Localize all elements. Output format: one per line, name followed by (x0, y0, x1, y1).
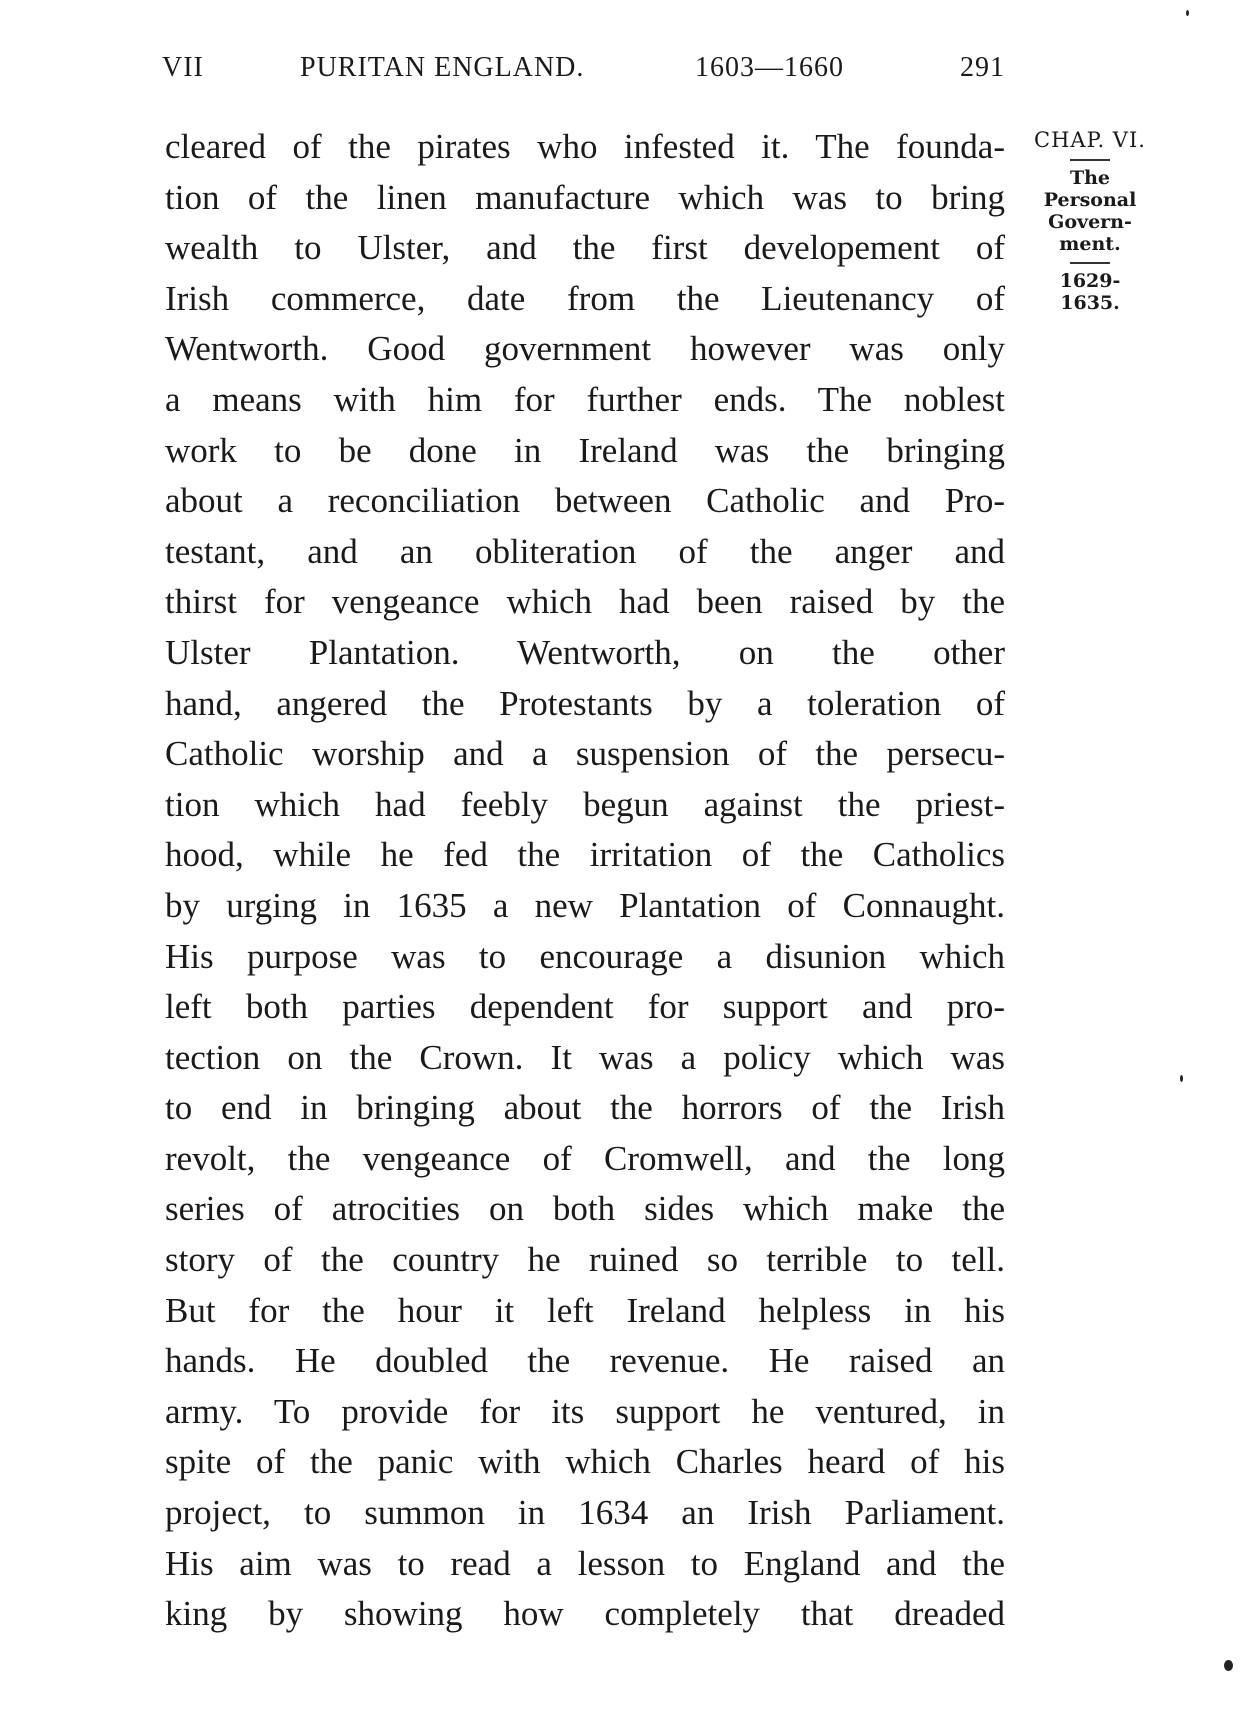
text-line: cleared of the pirates who infested it. The founda- (165, 127, 1005, 166)
text-line: by urging in 1635 a new Plantation of Connaught. (165, 885, 1005, 925)
text-line: army. To provide for its support he ventured, in (165, 1391, 1005, 1431)
margin-chapter: CHAP. VI. (1034, 128, 1146, 152)
text-line: But for the hour it left Ireland helpless in his (165, 1290, 1005, 1330)
text-line: spite of the panic with which Charles heard of his (165, 1442, 1005, 1482)
page-number: 291 (960, 52, 1005, 83)
running-head (160, 52, 1020, 92)
text-line: king by showing how completely that dreaded (165, 1594, 1005, 1634)
text-line: about a reconciliation between Catholic and Pro- (165, 481, 1005, 521)
margin-topic-line: Personal (1043, 189, 1137, 211)
text-line: a means with him for further ends. The noblest (165, 379, 1005, 419)
text-line: work to be done in Ireland was the bringing (165, 430, 1005, 470)
margin-topic (1030, 167, 1150, 255)
margin-dates: 1629-1635. (1059, 270, 1121, 314)
text-line: hand, angered the Protestants by a toleration of (165, 683, 1005, 723)
text-line: tion of the linen manufacture which was to bring (165, 177, 1005, 217)
text-line: project, to summon in 1634 an Irish Parliament. (165, 1493, 1005, 1533)
text-line: wealth to Ulster, and the first developement of (165, 228, 1005, 268)
text-line: Catholic worship and a suspension of the persecu- (165, 734, 1005, 774)
text-line: His purpose was to encourage a disunion which (165, 936, 1005, 976)
text-line: Wentworth. Good government however was only (165, 329, 1005, 369)
scan-speck (1180, 1075, 1183, 1082)
text-line: testant, and an obliteration of the anger and (165, 531, 1005, 571)
margin-topic-line: ment. (1059, 233, 1121, 255)
body-text (165, 122, 1005, 1640)
running-head-dates: 1603—1660 (695, 52, 844, 83)
text-line: to end in bringing about the horrors of the Irish (165, 1088, 1005, 1128)
text-line: His aim was to read a lesson to England and the (165, 1543, 1005, 1583)
margin-topic-line: Govern- (1048, 211, 1132, 233)
scan-speck (1186, 10, 1189, 16)
running-head-title: PURITAN ENGLAND. (300, 52, 585, 83)
scan-speck (1224, 1660, 1233, 1671)
running-head-chapter: VII (162, 52, 204, 83)
text-line: Irish commerce, date from the Lieutenancy of (165, 278, 1005, 318)
text-line: revolt, the vengeance of Cromwell, and the long (165, 1138, 1005, 1178)
text-line: story of the country he ruined so terrible to tell. (165, 1240, 1005, 1280)
text-line: thirst for vengeance which had been raised by the (165, 582, 1005, 622)
text-line: series of atrocities on both sides which make the (165, 1189, 1005, 1229)
divider (1070, 262, 1110, 264)
text-line: Ulster Plantation. Wentworth, on the other (165, 632, 1005, 672)
text-line: tection on the Crown. It was a policy which was (165, 1037, 1005, 1077)
text-line: hands. He doubled the revenue. He raised an (165, 1341, 1005, 1381)
text-line: left both parties dependent for support and pro- (165, 987, 1005, 1027)
text-line: hood, while he fed the irritation of the Catholics (165, 835, 1005, 875)
divider (1070, 159, 1110, 161)
margin-topic-line: The (1069, 167, 1111, 189)
text-line: tion which had feebly begun against the priest- (165, 784, 1005, 824)
margin-note (1030, 128, 1150, 314)
